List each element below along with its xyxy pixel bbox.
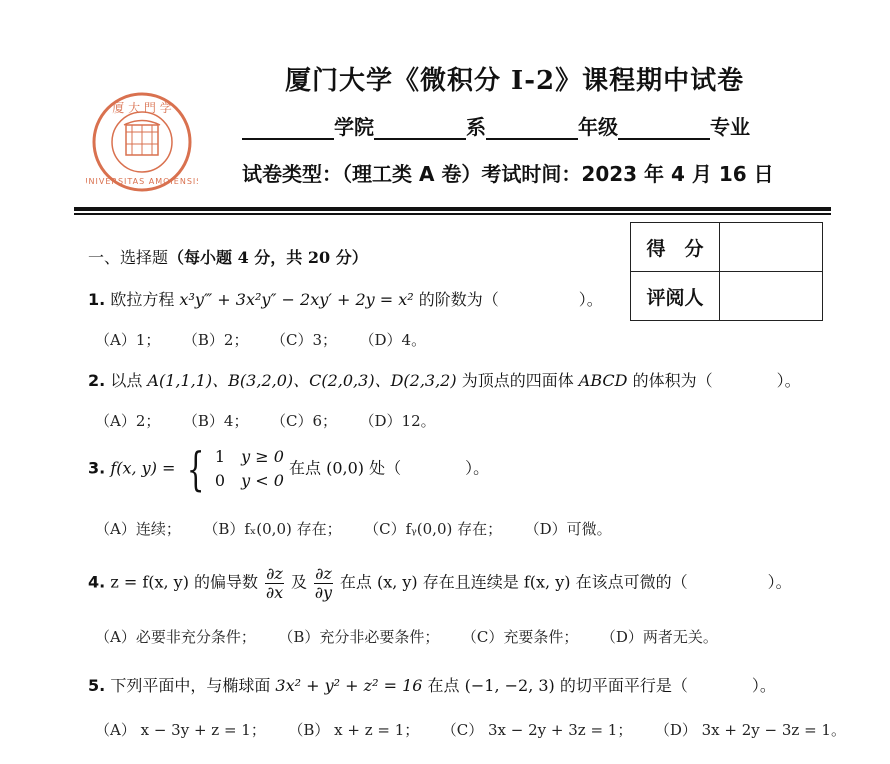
fraction-numerator: ∂z: [266, 564, 283, 583]
question-stem-mid: 及: [290, 572, 307, 592]
grader-value-cell[interactable]: [720, 272, 823, 321]
case-1-value: 1: [214, 447, 226, 466]
question-number: 4.: [88, 572, 106, 592]
question-5: [88, 673, 776, 696]
fraction-numerator: ∂z: [315, 564, 332, 583]
score-table: [630, 222, 823, 321]
question-4: [88, 565, 792, 601]
question-2: [88, 368, 801, 391]
department-label: 系: [466, 115, 486, 139]
option-d[interactable]: （D）两者无关。: [608, 628, 718, 646]
section-note: （每小题 4 分，共 20 分）: [168, 248, 368, 267]
question-formula: 3x² + y² + z² = 16: [275, 676, 423, 695]
question-stem-end: 在点 (0,0) 处（ ）。: [289, 458, 490, 478]
option-a[interactable]: （A） x − 3y + z = 1；: [95, 721, 266, 739]
fraction-denominator: ∂y: [314, 582, 333, 602]
option-c[interactable]: （C）3；: [278, 331, 337, 349]
question-stem-end: 在点 (x, y) 存在且连续是 f(x, y) 在该点可微的（ ）。: [339, 572, 792, 592]
option-b[interactable]: （B） x + z = 1；: [295, 721, 420, 739]
university-seal-logo: [86, 92, 198, 192]
piecewise-cases: [215, 445, 284, 493]
question-1-options: [95, 329, 456, 350]
question-formula: A(1,1,1)、B(3,2,0)、C(2,0,3)、D(2,3,2): [147, 371, 457, 390]
option-a[interactable]: （A）连续；: [95, 520, 181, 538]
department-line: [242, 111, 750, 140]
exam-type-line: 试卷类型：（理工类 A 卷）考试时间：2023 年 4 月 16 日: [242, 162, 774, 186]
svg-text:UNIVERSITAS AMOIENSIS: UNIVERSITAS AMOIENSIS: [86, 177, 198, 186]
question-4-options: [95, 626, 748, 647]
option-d[interactable]: （D）12。: [367, 412, 436, 430]
score-label: 得 分: [631, 223, 720, 272]
section-heading: [88, 245, 368, 268]
case-1-condition: y ≥ 0: [241, 447, 284, 466]
question-2-options: [95, 410, 466, 431]
header-divider-thin: [74, 213, 831, 215]
question-formula: f(x, y) =: [110, 458, 176, 478]
option-a[interactable]: （A）1；: [95, 331, 161, 349]
question-5-options: [95, 719, 876, 740]
option-d[interactable]: （D） 3x + 2y − 3z = 1。: [662, 721, 846, 739]
question-3-options: [95, 518, 642, 539]
major-label: 专业: [710, 115, 750, 139]
question-stem-end: 的阶数为（ ）。: [418, 290, 603, 309]
question-stem-mid: 为顶点的四面体: [461, 371, 574, 390]
option-b[interactable]: （B）fₓ(0,0) 存在；: [210, 520, 342, 538]
option-b[interactable]: （B）2；: [190, 331, 249, 349]
option-c[interactable]: （C） 3x − 2y + 3z = 1；: [449, 721, 633, 739]
question-stem: 下列平面中，与椭球面: [110, 676, 271, 695]
brace-symbol: {: [186, 442, 204, 496]
option-c[interactable]: （C）6；: [278, 412, 337, 430]
option-c[interactable]: （C）充要条件；: [469, 628, 579, 646]
case-2-condition: y < 0: [241, 471, 284, 490]
option-a[interactable]: （A）必要非充分条件；: [95, 628, 256, 646]
fraction-denominator: ∂x: [265, 582, 284, 602]
question-number: 5.: [88, 676, 106, 695]
option-d[interactable]: （D）可微。: [532, 520, 612, 538]
question-number: 1.: [88, 290, 106, 309]
grade-label: 年级: [578, 115, 618, 139]
question-stem-end: 在点 (−1, −2, 3) 的切平面平行是（ ）。: [427, 676, 776, 695]
section-title: 一、选择题: [88, 248, 169, 267]
grader-label: 评阅人: [631, 272, 720, 321]
case-2-value: 0: [214, 471, 226, 490]
college-label: 学院: [334, 115, 374, 139]
option-b[interactable]: （B）4；: [190, 412, 249, 430]
question-1: [88, 287, 603, 310]
grade-blank[interactable]: [486, 116, 578, 140]
question-formula: x³y‴ + 3x²y″ − 2xy′ + 2y = x²: [179, 290, 414, 309]
question-number: 2.: [88, 371, 106, 390]
department-blank[interactable]: [374, 116, 466, 140]
major-blank[interactable]: [618, 116, 710, 140]
question-stem: z = f(x, y) 的偏导数: [110, 572, 259, 592]
question-3: [88, 442, 490, 496]
question-stem: 以点: [110, 371, 143, 390]
partial-z-y-fraction: [314, 565, 333, 601]
question-stem-end: 的体积为（ ）。: [632, 371, 801, 390]
option-d[interactable]: （D）4。: [367, 331, 427, 349]
partial-z-x-fraction: [265, 565, 284, 601]
option-a[interactable]: （A）2；: [95, 412, 161, 430]
score-value-cell[interactable]: [720, 223, 823, 272]
question-formula-2: ABCD: [578, 371, 628, 390]
header-divider-thick: [74, 207, 831, 211]
exam-title: 厦门大学《微积分 I-2》课程期中试卷: [285, 66, 745, 96]
option-b[interactable]: （B）充分非必要条件；: [285, 628, 440, 646]
option-c[interactable]: （C）fᵧ(0,0) 存在；: [371, 520, 503, 538]
question-number: 3.: [88, 458, 106, 478]
svg-text:厦 大 門 学: 厦 大 門 学: [112, 101, 172, 115]
college-blank[interactable]: [242, 116, 334, 140]
question-stem: 欧拉方程: [110, 290, 175, 309]
